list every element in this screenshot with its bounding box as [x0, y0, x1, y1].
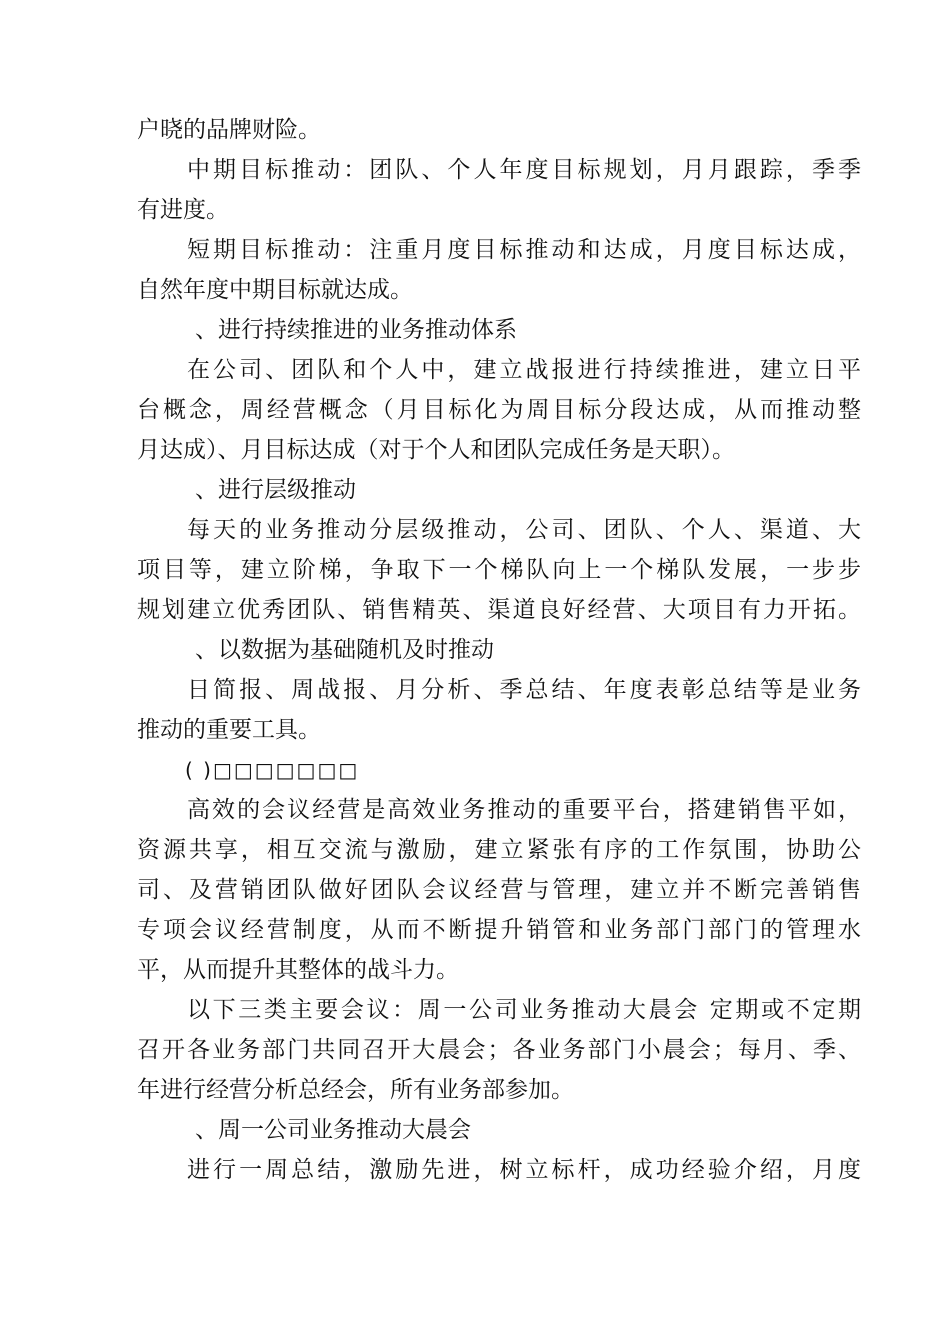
text-line: 每天的业务推动分层级推动，公司、团队、个人、渠道、大	[187, 517, 861, 543]
text-line: 平，从而提升其整体的战斗力。	[137, 957, 459, 983]
text-line: 召开各业务部门共同召开大晨会；各业务部门小晨会；每月、季、	[137, 1037, 861, 1063]
text-line: 日简报、周战报、月分析、季总结、年度表彰总结等是业务	[187, 677, 861, 703]
text-line: 推动的重要工具。	[137, 717, 321, 743]
text-line: 在公司、团队和个人中，建立战报进行持续推进，建立日平	[187, 357, 861, 383]
text-line: 司、及营销团队做好团队会议经营与管理，建立并不断完善销售	[137, 877, 861, 903]
text-line: 有进度。	[137, 197, 229, 223]
text-line: 台概念，周经营概念（月目标化为周目标分段达成，从而推动整	[137, 397, 861, 423]
text-line: 中期目标推动：团队、个人年度目标规划，月月跟踪，季季	[187, 157, 861, 183]
text-line: 户晓的品牌财险。	[137, 117, 321, 143]
section-heading: ( )□□□□□□□	[185, 758, 360, 782]
text-line: 专项会议经营制度，从而不断提升销管和业务部门部门的管理水	[137, 917, 861, 943]
section-heading: 、周一公司业务推动大晨会	[195, 1117, 471, 1143]
text-line: 短期目标推动：注重月度目标推动和达成，月度目标达成，	[187, 237, 861, 263]
text-line: 进行一周总结，激励先进，树立标杆，成功经验介绍，月度	[187, 1157, 861, 1183]
section-heading: 、以数据为基础随机及时推动	[195, 637, 494, 663]
text-line: 高效的会议经营是高效业务推动的重要平台，搭建销售平如，	[187, 797, 861, 823]
text-line: 项目等，建立阶梯，争取下一个梯队向上一个梯队发展，一步步	[137, 557, 861, 583]
text-line: 年进行经营分析总经会，所有业务部参加。	[137, 1077, 574, 1103]
text-line: 月达成）、月目标达成（对于个人和团队完成任务是天职）。	[137, 437, 735, 463]
section-heading: 、进行层级推动	[195, 477, 356, 503]
text-line: 资源共享，相互交流与激励，建立紧张有序的工作氛围，协助公	[137, 837, 861, 863]
text-line: 以下三类主要会议：周一公司业务推动大晨会 定期或不定期	[187, 997, 861, 1023]
text-line: 自然年度中期目标就达成。	[137, 277, 413, 303]
text-line: 规划建立优秀团队、销售精英、渠道良好经营、大项目有力开拓。	[137, 597, 861, 623]
section-heading: 、进行持续推进的业务推动体系	[195, 317, 517, 343]
